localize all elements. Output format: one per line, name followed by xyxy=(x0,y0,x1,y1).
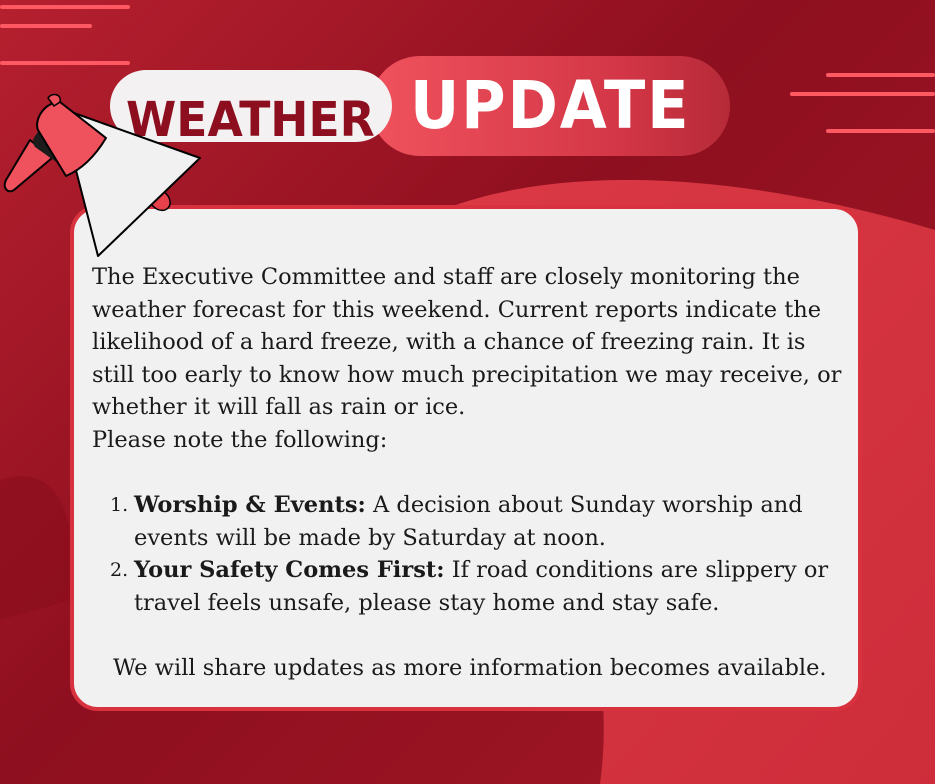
decorative-stripe xyxy=(0,5,130,9)
decorative-stripe xyxy=(826,129,935,133)
list-item xyxy=(92,554,852,619)
decorative-stripe xyxy=(826,73,935,77)
intro-paragraph: The Executive Committee and staff are closely monitoring the weather forecast for this weekend. Current reports indicate the likelihood of a hard freeze, with a chance of freezing rain. It is still too early to know how much precipitation we may receive, or whether it will fall as rain or ice. xyxy=(92,264,842,420)
note-line: Please note the following: xyxy=(92,426,388,453)
list-number: 1. xyxy=(110,494,129,516)
megaphone-icon xyxy=(0,80,220,270)
decorative-stripe xyxy=(790,92,935,96)
decorative-stripe xyxy=(0,24,92,28)
closing-line: We will share updates as more information becomes available. xyxy=(113,655,827,681)
announcement-card xyxy=(70,205,862,711)
list-item-title: Worship & Events: xyxy=(134,492,366,518)
headline-weather: WEATHER xyxy=(126,92,375,148)
list-number: 2. xyxy=(110,559,129,581)
list-item-title: Your Safety Comes First: xyxy=(134,557,445,583)
card-body xyxy=(92,261,852,685)
list-item-text: If road conditions are slippery or travel feels unsafe, please stay home and stay safe. xyxy=(134,557,829,616)
instruction-list xyxy=(92,489,852,619)
list-item xyxy=(92,489,852,554)
headline-update: UPDATE xyxy=(410,67,691,144)
list-item-text: A decision about Sunday worship and events will be made by Saturday at noon. xyxy=(134,492,803,551)
